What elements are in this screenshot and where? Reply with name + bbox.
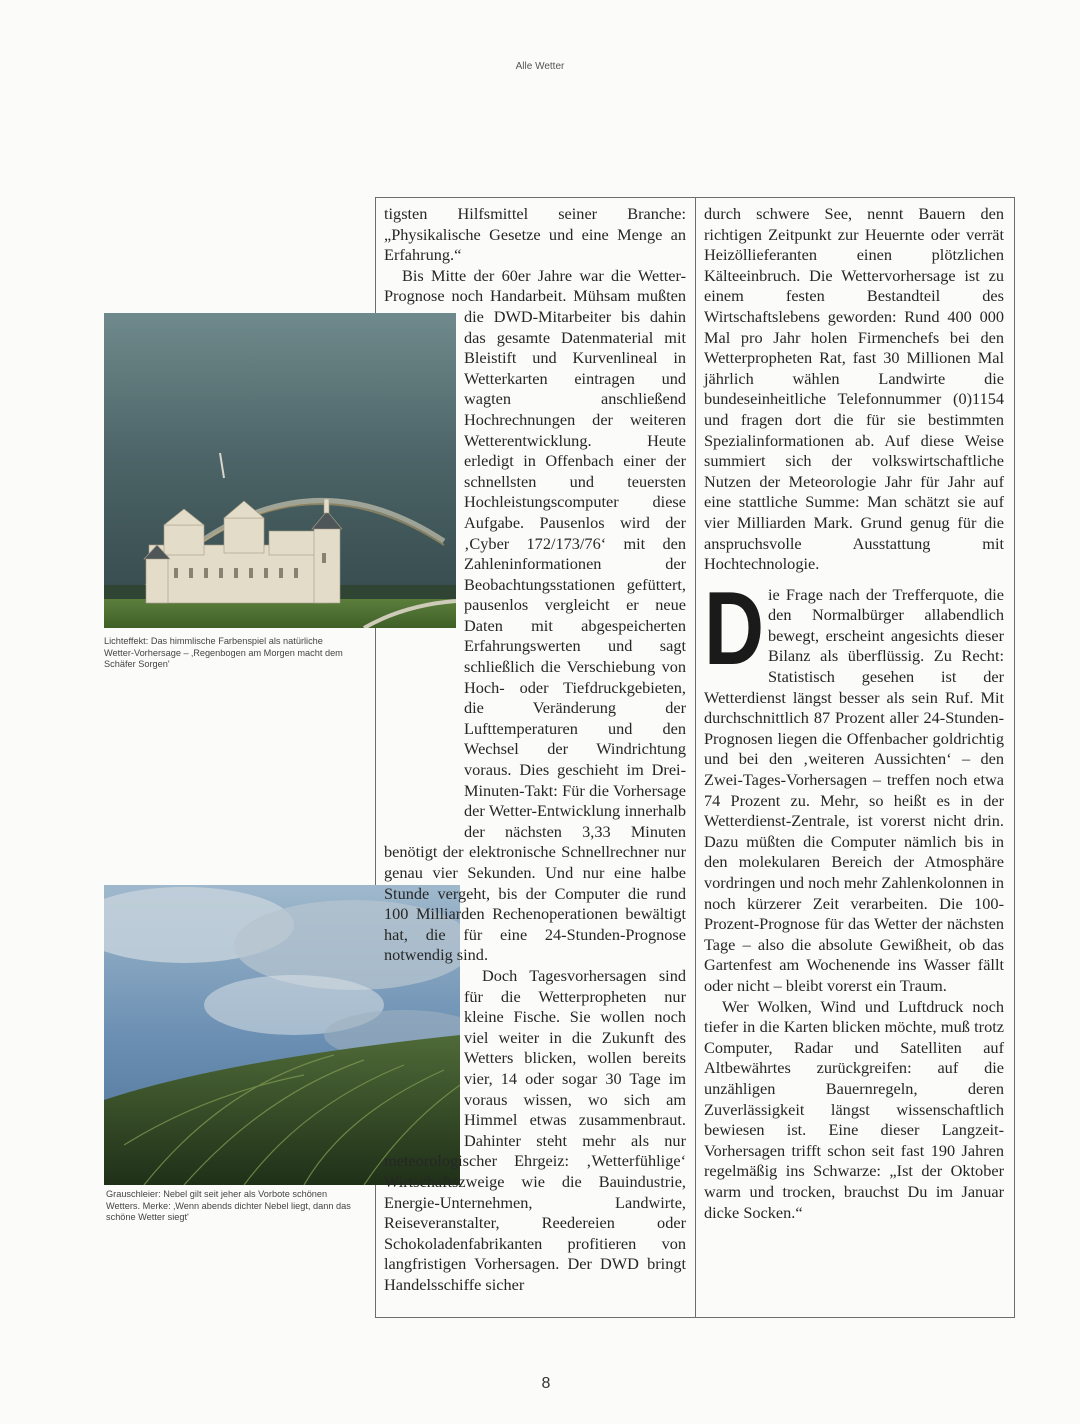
column-divider: [695, 197, 696, 1317]
page-number: 8: [541, 1375, 551, 1392]
paragraph: [704, 570, 1004, 997]
photo-caption: Lichteffekt: Das himmlische Farbenspiel als natürliche Wetter-Vorhersage – ‚Regenbogen am Morgen macht dem Schäfer Sorgen': [104, 636, 343, 669]
paragraph: tigsten Hilfsmittel seiner Branche: „Physikalische Gesetze und eine Menge an Erfahrung.“: [384, 204, 686, 265]
running-header: Alle Wetter: [515, 61, 565, 72]
photo1-wrap-spacer: [384, 308, 464, 826]
article-column-1: [384, 204, 686, 1295]
paragraph: [384, 266, 686, 966]
paragraph: [384, 966, 686, 1296]
paragraph-text: ie Frage nach der Trefferquote, die den Normalbürger allabendlich bewegt, erscheint angesichts dieser Bilanz als überflüssig. Zu Recht: Statistisch gesehen ist der Wetterdienst längst besser als sein Ruf. Mit durchschnittlich 87 Prozent aller 24-Stunden-Prognosen liegen die Offenbacher goldrichtig und bei den ‚weiteren Aussichten‘ – den Zwei-Tages-Vorhersagen – treffen noch etwa 74 Prozent zu. Mehr, so heißt es in der Wetterdienst-Zentrale, ist vorerst nicht drin. Dazu müßten die Computer nämlich bis in den molekularen Bereich der Atmosphäre vordringen und noch mehr Zahlenkolonnen in noch kürzerer Zeit verarbeiten. Die 100-Prozent-Prognose für das Wetter der nächsten Tage – also die absolute Gewißheit, ob das Gartenfest am Wochenende ins Wasser fällt oder nicht – bleibt vorerst ein Traum.: [704, 584, 1004, 995]
paragraph-text: Bis Mitte der 60er Jahre war die Wetter-Prognose noch Handarbeit. Mühsam mußten die DWD-Mitarbeiter bis dahin das gesamte Datenmaterial mit Bleistift und Kurvenlineal in Wetterkarten eintragen und wagten anschließend Hochrechnungen der weiteren Wetterentwicklung. Heute erledigt in Offenbach einer der schnellsten und teuersten Hochleistungscomputer diese Aufgabe. Pausenlos wird der ‚Cyber 172/173/76‘ mit den Zahleninformationen der Beobachtungsstationen gefüttert, pausenlos vergleicht er neue Daten mit abgespeicherten Erfahrungswerten und sagt schließlich die Verschiebung von Hoch- oder Tiefdruckgebieten, die Veränderung der Lufttemperaturen und den Wechsel der Windrichtung voraus. Dies geschieht im Drei-Minuten-Takt: Für die Vorhersage der Wetter-Entwicklung innerhalb der nächsten 3,33 Minuten benötigt der elektronische Schnellrechner nur genau vier Sekunden. Und nur eine halbe Stunde vergeht, bis der Computer die rund 100 Milliarden Rechenoperationen bewältigt hat, die für eine 24-Stunden-Prognose notwendig sind.: [384, 265, 686, 965]
paragraph-text: Doch Tagesvorhersagen sind für die Wetterpropheten nur kleine Fische. Sie wollen noch viel weiter in die Zukunft des Wetters blicken, wollen bereits vier, 14 oder sogar 30 Tage im voraus wissen, wo sich am Himmel etwas zusammenbraut. Dahinter steht mehr als nur meteorologischer Ehrgeiz: ‚Wetterfühlige‘ Wirtschaftszweige wie die Bauindustrie, Energie-Unternehmen, Landwirte, Reiseveranstalter, Reedereien oder Schokoladenfabrikanten profitieren von langfristigen Vorhersagen. Der DWD bringt Handelsschiffe sicher: [384, 965, 686, 1294]
photo2-wrap-spacer: [384, 966, 464, 1151]
drop-cap: D: [704, 570, 765, 687]
photo-caption: Grauschleier: Nebel gilt seit jeher als Vorbote schönen Wetters. Merke: ‚Wenn abends dichter Nebel liegt, dann das schöne Wetter siegt': [106, 1189, 351, 1222]
paragraph: durch schwere See, nennt Bauern den richtigen Zeitpunkt zur Heuernte oder verrät Heizöllieferanten einen plötzlichen Kälteeinbruch. Die Wettervorhersage ist zu einem festen Bestandteil des Wirtschaftslebens geworden: Rund 400 000 Mal pro Jahr holen Firmenchefs bei den Wetterpropheten Rat, fast 30 Millionen Mal jährlich wählen Landwirte die bundeseinheitliche Telefonnummer (0)1154 und fragen dort die für sie bestimmten Spezialinformationen ab. Auf diese Weise summiert sich der volkswirtschaftliche Nutzen der Meteorologie Jahr für Jahr auf eine stattliche Summe: Man schätzt sie auf vier Milliarden Mark. Grund genug für die anspruchsvolle Ausstattung mit Hochtechnologie.: [704, 204, 1004, 574]
article-column-2: [704, 204, 1004, 1223]
paragraph: Wer Wolken, Wind und Luftdruck noch tiefer in die Karten blicken möchte, muß trotz Computer, Radar und Satelliten auf Altbewährtes zurückgreifen: auf die unzähligen Bauernregeln, deren Zuverlässigkeit längst wissenschaftlich bewiesen ist. Eine dieser Langzeit-Vorhersagen trifft schon seit fast 190 Jahren regelmäßig ins Schwarze: „Ist der Oktober warm und trocken, brauchst Du im Januar dicke Socken.“: [704, 996, 1004, 1222]
